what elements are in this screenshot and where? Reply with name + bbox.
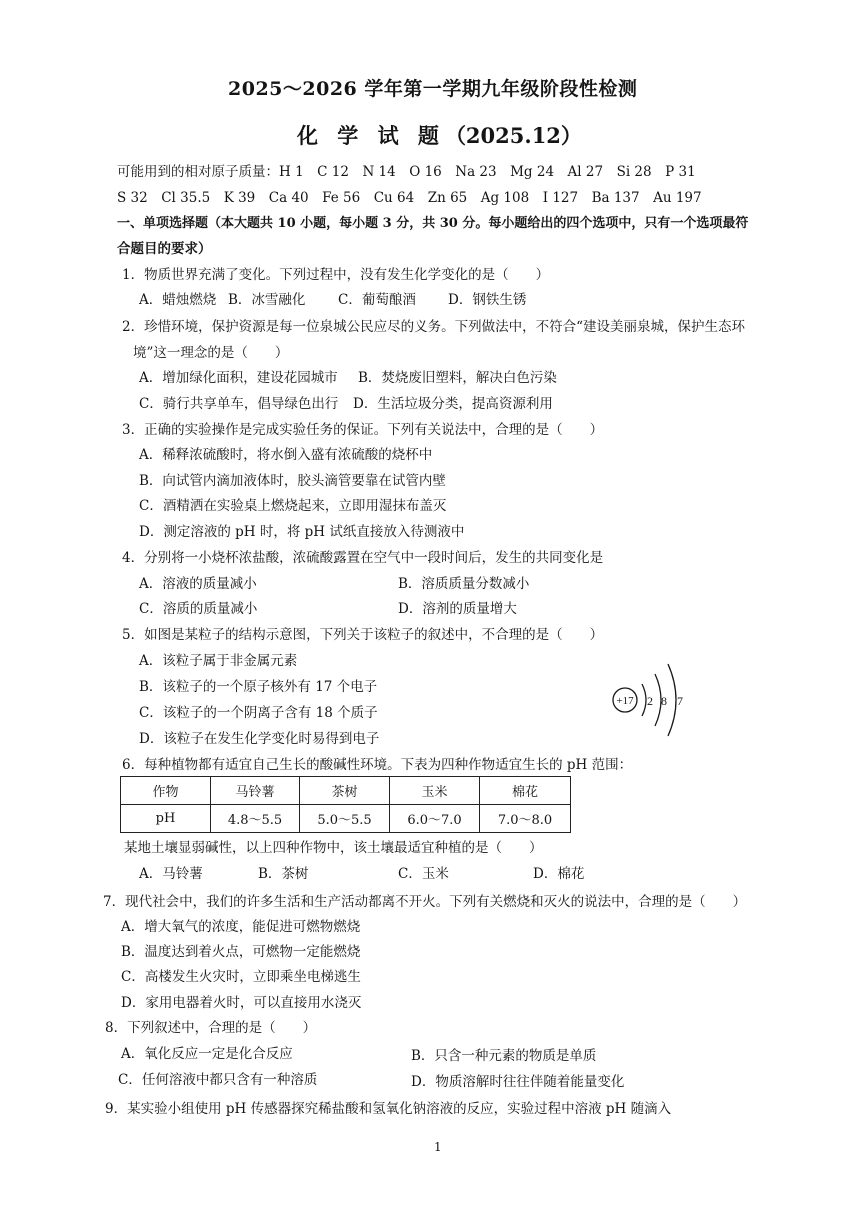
question-7-option-d: D．家用电器着火时，可以直接用水浇灭 [121,995,362,1011]
question-1-option-b: B．冰雪融化 [228,292,306,308]
table-header-cell: 棉花 [480,777,571,805]
table-header-row [121,777,571,805]
atomic-structure-diagram [604,652,694,752]
question-3-option-b: B．向试管内滴加液体时，胶头滴管要靠在试管内壁 [139,473,446,489]
question-1-option-a: A．蜡烛燃烧 [139,292,217,308]
table-cell: pH [121,805,211,833]
electron-shell-1 [642,684,646,716]
question-2-option-a: A．增加绿化面积，建设花园城市 [139,370,338,386]
table-cell: 4.8～5.5 [211,805,300,833]
question-1-option-d: D．钢铁生锈 [448,292,527,308]
question-6-option-b: B．茶树 [258,866,309,882]
question-5-option-b: B．该粒子的一个原子核外有 17 个电子 [139,679,378,695]
question-2-option-d: D．生活垃圾分类，提高资源利用 [353,396,553,412]
question-5-option-d: D．该粒子在发生化学变化时易得到电子 [139,731,380,747]
shell-2-electrons: 8 [661,694,667,708]
question-8-option-a: A．氧化反应一定是化合反应 [121,1046,293,1062]
question-4-option-a: A．溶液的质量减小 [139,576,257,592]
electron-shell-3 [668,664,676,736]
question-4-stem: 4．分别将一小烧杯浓盐酸，浓硫酸露置在空气中一段时间后，发生的共同变化是 [122,550,604,566]
question-2-option-c: C．骑行共享单车，倡导绿色出行 [139,396,339,412]
question-7-option-b: B．温度达到着火点，可燃物一定能燃烧 [121,944,361,960]
question-8-option-d: D．物质溶解时往往伴随着能量变化 [411,1074,625,1090]
question-5-stem: 5．如图是某粒子的结构示意图，下列关于该粒子的叙述中，不合理的是（ ） [122,627,604,643]
question-3-option-c: C．酒精洒在实验桌上燃烧起来，立即用湿抹布盖灭 [139,498,447,514]
question-7-stem: 7．现代社会中，我们的许多生活和生产活动都离不开火。下列有关燃烧和灭火的说法中，合理的是（ ） [103,894,747,910]
subject-title-date: （2025.12） [444,123,582,148]
nucleus-charge: +17 [616,695,634,707]
question-8-option-b: B．只含一种元素的物质是单质 [411,1048,597,1064]
question-4-option-b: B．溶质质量分数减小 [398,576,530,592]
page-number: 1 [434,1140,442,1154]
question-2-stem-line-1: 2．珍惜环境，保护资源是每一位泉城公民应尽的义务。下列做法中，不符合“建设美丽泉城，保护生态环 [122,319,745,335]
question-6-option-d: D．棉花 [533,866,585,882]
question-2-option-b: B．焚烧废旧塑料，解决白色污染 [358,370,557,386]
question-4-option-c: C．溶质的质量减小 [139,601,258,617]
question-8-stem: 8．下列叙述中，合理的是（ ） [105,1020,317,1036]
question-7-option-c: C．高楼发生火灾时，立即乘坐电梯逃生 [121,969,361,985]
table-cell: 6.0～7.0 [390,805,480,833]
table-row [121,805,571,833]
question-6-follow-up: 某地土壤显弱碱性，以上四种作物中，该土壤最适宜种植的是（ ） [124,840,543,856]
table-header-cell: 作物 [121,777,211,805]
subject-title-text: 化 学 试 题 [297,123,445,148]
table-header-cell: 茶树 [300,777,390,805]
question-5-option-a: A．该粒子属于非金属元素 [139,653,298,669]
question-5-option-c: C．该粒子的一个阴离子含有 18 个质子 [139,705,378,721]
atomic-mass-line-2: S 32 Cl 35.5 K 39 Ca 40 Fe 56 Cu 64 Zn 65 Ag 108 I 127 Ba 137 Au 197 [117,190,702,206]
shell-1-electrons: 2 [647,694,653,708]
question-3-stem: 3．正确的实验操作是完成实验任务的保证。下列有关说法中，合理的是（ ） [122,422,604,438]
table-header-cell: 马铃薯 [211,777,300,805]
question-1-option-c: C．葡萄酿酒 [338,292,416,308]
question-6-option-c: C．玉米 [398,866,449,882]
exam-title: 2025～2026 学年第一学期九年级阶段性检测 [228,78,638,100]
question-7-option-a: A．增大氧气的浓度，能促进可燃物燃烧 [121,919,361,935]
question-3-option-d: D．测定溶液的 pH 时，将 pH 试纸直接放入待测液中 [139,524,465,540]
question-9-stem: 9．某实验小组使用 pH 传感器探究稀盐酸和氢氧化钠溶液的反应，实验过程中溶液 pH 随滴入 [105,1101,672,1117]
section-heading-line-2: 合题目的要求） [117,241,212,257]
question-1-stem: 1．物质世界充满了变化。下列过程中，没有发生化学变化的是（ ） [122,267,550,283]
question-6-option-a: A．马铃薯 [139,866,203,882]
table-cell: 5.0～5.5 [300,805,390,833]
subject-title [297,123,582,148]
question-4-option-d: D．溶剂的质量增大 [398,601,517,617]
section-heading-line-1: 一、单项选择题（本大题共 10 小题，每小题 3 分，共 30 分。每小题给出的四个选项中，只有一个选项最符 [117,216,749,231]
table-cell: 7.0～8.0 [480,805,571,833]
table-header-cell: 玉米 [390,777,480,805]
atomic-mass-line-1: 可能用到的相对原子质量：H 1 C 12 N 14 O 16 Na 23 Mg 24 Al 27 Si 28 P 31 [117,164,696,180]
ph-range-table [120,776,571,833]
question-2-stem-line-2: 境”这一理念的是（ ） [133,345,289,361]
shell-3-electrons: 7 [677,694,683,708]
question-3-option-a: A．稀释浓硫酸时，将水倒入盛有浓硫酸的烧杯中 [139,447,433,463]
question-6-stem: 6．每种植物都有适宜自己生长的酸碱性环境。下表为四种作物适宜生长的 pH 范围： [122,757,633,773]
question-8-option-c: C．任何溶液中都只含有一种溶质 [118,1072,318,1088]
